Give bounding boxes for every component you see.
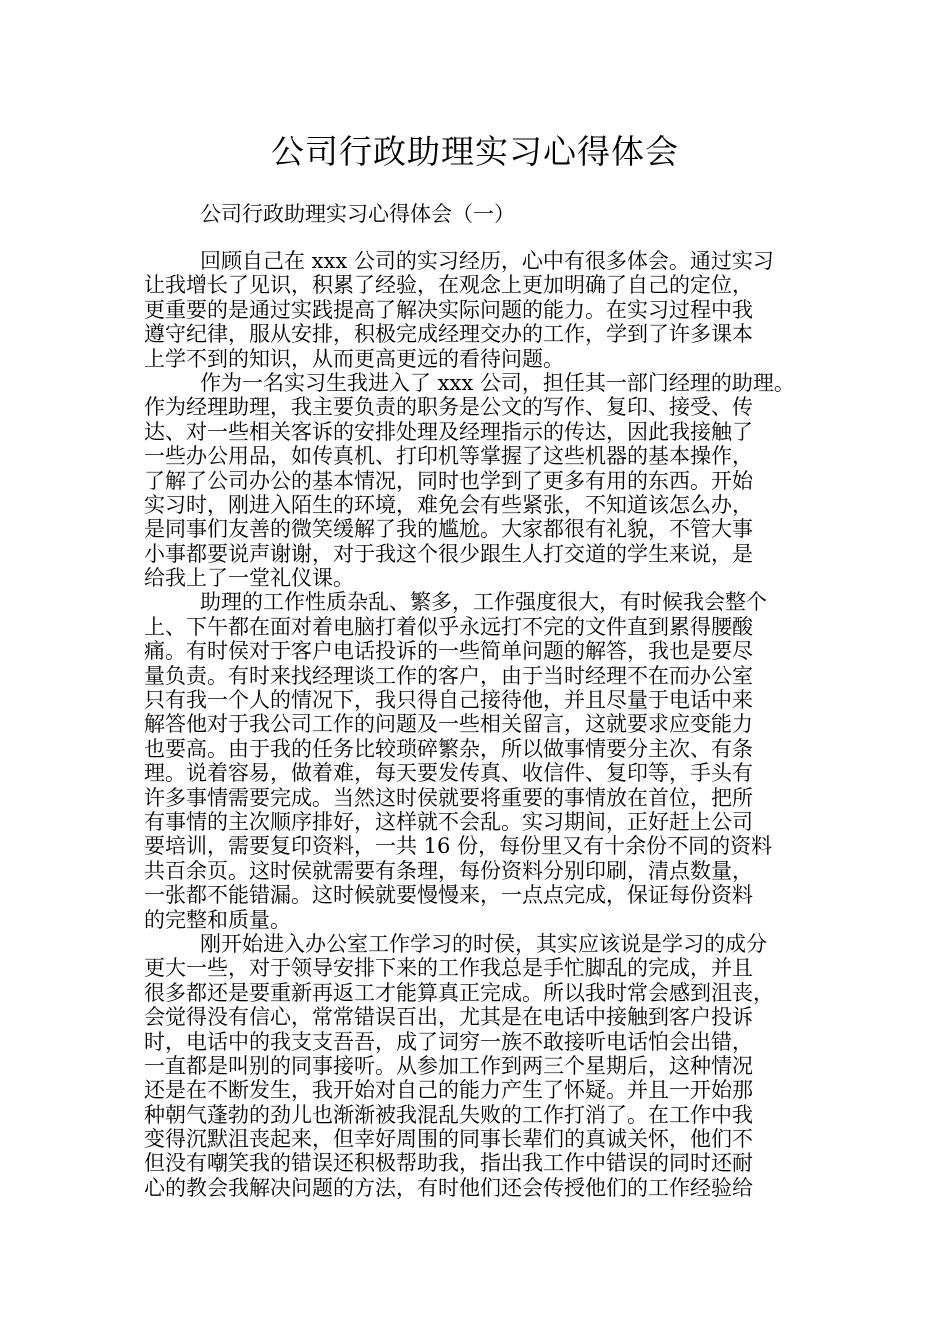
paragraph-line: 上、下午都在面对着电脑打着似乎永远打不完的文件直到累得腰酸: [144, 614, 753, 639]
paragraph-line: 达、对一些相关客诉的安排处理及经理指示的传达，因此我接触了: [144, 419, 753, 444]
paragraph-line: 一直都是叫别的同事接听。从参加工作到两三个星期后，这种情况: [144, 1053, 753, 1078]
paragraph-line: 许多事情需要完成。当然这时侯就要将重要的事情放在首位，把所: [144, 785, 753, 810]
paragraph-line: 一张都不能错漏。这时候就要慢慢来，一点点完成，保证每份资料: [144, 883, 753, 908]
paragraph-line: 是同事们友善的微笑缓解了我的尴尬。大家都很有礼貌，不管大事: [144, 517, 753, 542]
paragraph-line: 时，电话中的我支支吾吾，成了词穷一族不敢接听电话怕会出错，: [144, 1029, 753, 1054]
paragraph-line: 上学不到的知识，从而更高更远的看待问题。: [144, 346, 564, 371]
paragraph-line: 要培训，需要复印资料，一共 16 份，每份里又有十余份不同的资料: [144, 834, 773, 859]
paragraph-line: 只有我一个人的情况下，我只得自己接待他，并且尽量于电话中来: [144, 688, 753, 713]
paragraph-line: 共百余页。这时侯就需要有条理，每份资料分别印刷，清点数量，: [144, 858, 753, 883]
paragraph-line: 更重要的是通过实践提高了解决实际问题的能力。在实习过程中我: [144, 297, 753, 322]
paragraph-line: 有事情的主次顺序排好，这样就不会乱。实习期间，正好赶上公司: [144, 809, 753, 834]
paragraph-line: 实习时，刚进入陌生的环境，难免会有些紧张，不知道该怎么办，: [144, 492, 753, 517]
paragraph-line: 会觉得没有信心，常常错误百出，尤其是在电话中接触到客户投诉: [144, 1005, 753, 1030]
paragraph-line: 量负责。有时来找经理谈工作的客户，由于当时经理不在而办公室: [144, 663, 753, 688]
paragraph-line: 解答他对于我公司工作的问题及一些相关留言，这就要求应变能力: [144, 712, 753, 737]
section-heading: 公司行政助理实习心得体会（一）: [200, 202, 515, 226]
paragraph-line: 心的教会我解决问题的方法，有时他们还会传授他们的工作经验给: [144, 1175, 753, 1200]
paragraph-line: 理。说着容易，做着难，每天要发传真、收信件、复印等，手头有: [144, 761, 753, 786]
paragraph-line: 还是在不断发生，我开始对自己的能力产生了怀疑。并且一开始那: [144, 1078, 753, 1103]
paragraph: [144, 590, 820, 931]
paragraph: [144, 371, 820, 591]
paragraph-line: 作为经理助理，我主要负责的职务是公文的写作、复印、接受、传: [144, 395, 753, 420]
paragraph-line: 一些办公用品，如传真机、打印机等掌握了这些机器的基本操作，: [144, 444, 753, 469]
paragraph-line: 作为一名实习生我进入了 xxx 公司，担任其一部门经理的助理。: [200, 370, 795, 395]
document-body: [144, 249, 820, 1200]
paragraph-line: 更大一些，对于领导安排下来的工作我总是手忙脚乱的完成，并且: [144, 956, 753, 981]
paragraph-line: 变得沉默沮丧起来，但幸好周围的同事长辈们的真诚关怀，他们不: [144, 1127, 753, 1152]
paragraph-line: 回顾自己在 xxx 公司的实习经历，心中有很多体会。通过实习: [200, 249, 774, 273]
paragraph: [144, 932, 820, 1200]
paragraph-line: 小事都要说声谢谢，对于我这个很少跟生人打交道的学生来说，是: [144, 541, 753, 566]
document-title: 公司行政助理实习心得体会: [271, 132, 679, 171]
paragraph-line: 了解了公司办公的基本情况，同时也学到了更多有用的东西。开始: [144, 468, 753, 493]
paragraph-line: 让我增长了见识，积累了经验，在观念上更加明确了自己的定位，: [144, 273, 753, 298]
paragraph-line: 但没有嘲笑我的错误还积极帮助我，指出我工作中错误的同时还耐: [144, 1151, 753, 1176]
paragraph-line: 助理的工作性质杂乱、繁多，工作强度很大，有时候我会整个: [200, 590, 767, 615]
paragraph-line: 痛。有时侯对于客户电话投诉的一些简单问题的解答，我也是要尽: [144, 639, 753, 664]
paragraph-line: 也要高。由于我的任务比较琐碎繁杂，所以做事情要分主次、有条: [144, 736, 753, 761]
paragraph-line: 遵守纪律，服从安排，积极完成经理交办的工作，学到了许多课本: [144, 322, 753, 347]
paragraph-line: 种朝气蓬勃的劲儿也渐渐被我混乱失败的工作打消了。在工作中我: [144, 1102, 753, 1127]
paragraph-line: 很多都还是要重新再返工才能算真正完成。所以我时常会感到沮丧，: [144, 980, 774, 1005]
paragraph-line: 刚开始进入办公室工作学习的时侯，其实应该说是学习的成分: [200, 931, 767, 956]
paragraph-line: 给我上了一堂礼仪课。: [144, 566, 354, 591]
paragraph: [144, 249, 820, 371]
paragraph-line: 的完整和质量。: [144, 907, 291, 932]
